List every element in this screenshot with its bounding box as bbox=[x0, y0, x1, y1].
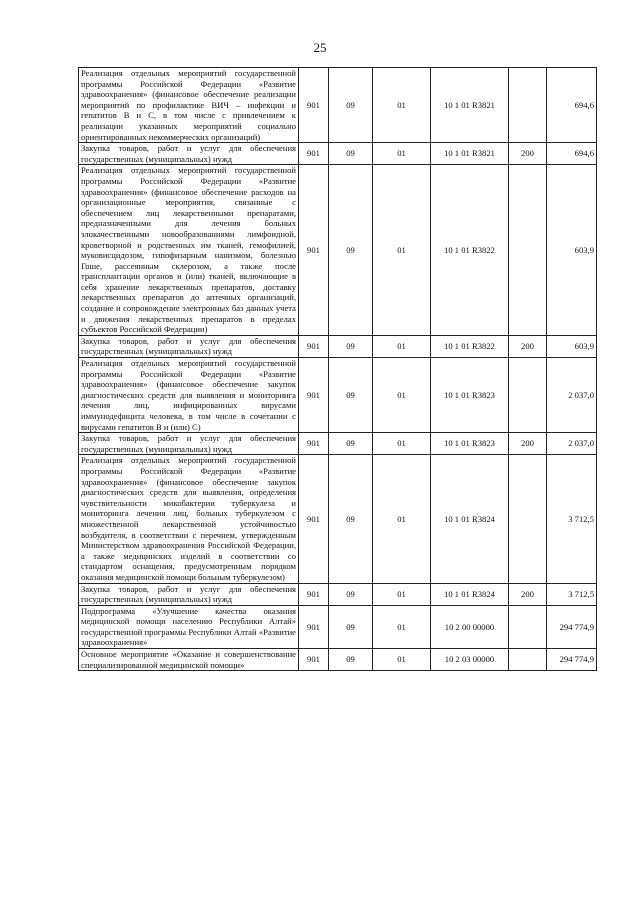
grbs-cell: 901 bbox=[299, 433, 329, 455]
target-article-cell: 10 1 01 R3821 bbox=[431, 68, 509, 143]
row-name-cell: Закупка товаров, работ и услуг для обеспечения государственных (муниципальных) нужд bbox=[79, 433, 299, 455]
razdel-cell: 09 bbox=[329, 335, 373, 357]
grbs-cell: 901 bbox=[299, 605, 329, 648]
podrazdel-cell: 01 bbox=[373, 335, 431, 357]
budget-table bbox=[78, 67, 597, 671]
target-article-cell: 10 1 01 R3824 bbox=[431, 583, 509, 605]
grbs-cell: 901 bbox=[299, 455, 329, 583]
expense-type-cell bbox=[509, 358, 547, 433]
row-name-cell: Закупка товаров, работ и услуг для обеспечения государственных (муниципальных) нужд bbox=[79, 583, 299, 605]
amount-cell: 2 037,0 bbox=[547, 358, 597, 433]
row-name-cell: Реализация отдельных мероприятий государственной программы Российской Федерации «Развитие здравоохранения» (финансовое обеспечение реализации мероприятий по профилактике ВИЧ – инфекции и гепатитов В и С, в том числе с привлечением к реализации указанных мероприятий социально ориентированных некоммерческих организаций) bbox=[79, 68, 299, 143]
podrazdel-cell: 01 bbox=[373, 68, 431, 143]
grbs-cell: 901 bbox=[299, 68, 329, 143]
expense-type-cell bbox=[509, 165, 547, 336]
razdel-cell: 09 bbox=[329, 358, 373, 433]
row-name-cell: Реализация отдельных мероприятий государственной программы Российской Федерации «Развитие здравоохранения» (финансовое обеспечение закупок диагностических средств для выявления, определения чувствительности микобактерии туберкулеза и мониторинга лечения лиц, больных туберкулезом с множественной лекарственной устойчивостью возбудителя, в соответствии с перечнем, утвержденным Министерством здравоохранения Российской Федерации, а также медицинских изделий в соответствии со стандартом оснащения, предусмотренным порядком оказания медицинской помощи больным туберкулезом) bbox=[79, 455, 299, 583]
amount-cell: 694,6 bbox=[547, 68, 597, 143]
razdel-cell: 09 bbox=[329, 583, 373, 605]
target-article-cell: 10 2 03 00000 bbox=[431, 649, 509, 671]
razdel-cell: 09 bbox=[329, 649, 373, 671]
expense-type-cell: 200 bbox=[509, 433, 547, 455]
page-number: 25 bbox=[313, 40, 327, 55]
expense-type-cell: 200 bbox=[509, 583, 547, 605]
podrazdel-cell: 01 bbox=[373, 433, 431, 455]
grbs-cell: 901 bbox=[299, 649, 329, 671]
row-name-cell: Реализация отдельных мероприятий государственной программы Российской Федерации «Развитие здравоохранения» (финансовое обеспечение закупок диагностических средств для выявления и мониторинга лечения лиц, инфицированных вирусами иммунодефицита человека, в том числе в сочетании с вирусами гепатитов В и (или) С) bbox=[79, 358, 299, 433]
table-row bbox=[79, 143, 597, 165]
grbs-cell: 901 bbox=[299, 335, 329, 357]
target-article-cell: 10 1 01 R3823 bbox=[431, 358, 509, 433]
amount-cell: 3 712,5 bbox=[547, 583, 597, 605]
row-name-cell: Закупка товаров, работ и услуг для обеспечения государственных (муниципальных) нужд bbox=[79, 143, 299, 165]
table-row bbox=[79, 605, 597, 648]
razdel-cell: 09 bbox=[329, 433, 373, 455]
grbs-cell: 901 bbox=[299, 358, 329, 433]
amount-cell: 294 774,9 bbox=[547, 605, 597, 648]
target-article-cell: 10 1 01 R3822 bbox=[431, 335, 509, 357]
expense-type-cell: 200 bbox=[509, 143, 547, 165]
podrazdel-cell: 01 bbox=[373, 649, 431, 671]
podrazdel-cell: 01 bbox=[373, 605, 431, 648]
table-row bbox=[79, 68, 597, 143]
expense-type-cell bbox=[509, 649, 547, 671]
podrazdel-cell: 01 bbox=[373, 165, 431, 336]
table-row bbox=[79, 335, 597, 357]
razdel-cell: 09 bbox=[329, 143, 373, 165]
podrazdel-cell: 01 bbox=[373, 358, 431, 433]
amount-cell: 694,6 bbox=[547, 143, 597, 165]
razdel-cell: 09 bbox=[329, 68, 373, 143]
expense-type-cell: 200 bbox=[509, 335, 547, 357]
row-name-cell: Закупка товаров, работ и услуг для обеспечения государственных (муниципальных) нужд bbox=[79, 335, 299, 357]
podrazdel-cell: 01 bbox=[373, 583, 431, 605]
target-article-cell: 10 1 01 R3824 bbox=[431, 455, 509, 583]
grbs-cell: 901 bbox=[299, 583, 329, 605]
razdel-cell: 09 bbox=[329, 455, 373, 583]
podrazdel-cell: 01 bbox=[373, 143, 431, 165]
expense-type-cell bbox=[509, 68, 547, 143]
table-row bbox=[79, 433, 597, 455]
grbs-cell: 901 bbox=[299, 143, 329, 165]
target-article-cell: 10 1 01 R3823 bbox=[431, 433, 509, 455]
target-article-cell: 10 2 00 00000 bbox=[431, 605, 509, 648]
expense-type-cell bbox=[509, 605, 547, 648]
razdel-cell: 09 bbox=[329, 165, 373, 336]
expense-type-cell bbox=[509, 455, 547, 583]
amount-cell: 2 037,0 bbox=[547, 433, 597, 455]
table-row bbox=[79, 165, 597, 336]
row-name-cell: Основное мероприятие «Оказание и совершенствование специализированной медицинской помощи» bbox=[79, 649, 299, 671]
amount-cell: 3 712,5 bbox=[547, 455, 597, 583]
row-name-cell: Подпрограмма «Улучшение качества оказания медицинской помощи населению Республики Алтай» государственной программы Республики Алтай «Развитие здравоохранения» bbox=[79, 605, 299, 648]
target-article-cell: 10 1 01 R3822 bbox=[431, 165, 509, 336]
amount-cell: 294 774,9 bbox=[547, 649, 597, 671]
podrazdel-cell: 01 bbox=[373, 455, 431, 583]
row-name-cell: Реализация отдельных мероприятий государственной программы Российской Федерации «Развитие здравоохранения» (финансовое обеспечение расходов на организационные мероприятия, связанные с обеспечением лиц лекарственными препаратами, предназначенными для лечения больных злокачественными новообразованиями лимфоидной, кроветворной и родственных им тканей, гемофилией, муковисцидозом, гипофизарным нанизмом, болезнью Гоше, рассеянным склерозом, а также после трансплантации органов и (или) тканей, включающие в себя хранение лекарственных препаратов, доставку лекарственных препаратов до аптечных организаций, создание и сопровождение электронных баз данных учета и движения лекарственных препаратов в пределах субъектов Российской Федерации) bbox=[79, 165, 299, 336]
table-row bbox=[79, 583, 597, 605]
amount-cell: 603,9 bbox=[547, 165, 597, 336]
amount-cell: 603,9 bbox=[547, 335, 597, 357]
grbs-cell: 901 bbox=[299, 165, 329, 336]
target-article-cell: 10 1 01 R3821 bbox=[431, 143, 509, 165]
table-row bbox=[79, 455, 597, 583]
table-row bbox=[79, 358, 597, 433]
razdel-cell: 09 bbox=[329, 605, 373, 648]
table-row bbox=[79, 649, 597, 671]
